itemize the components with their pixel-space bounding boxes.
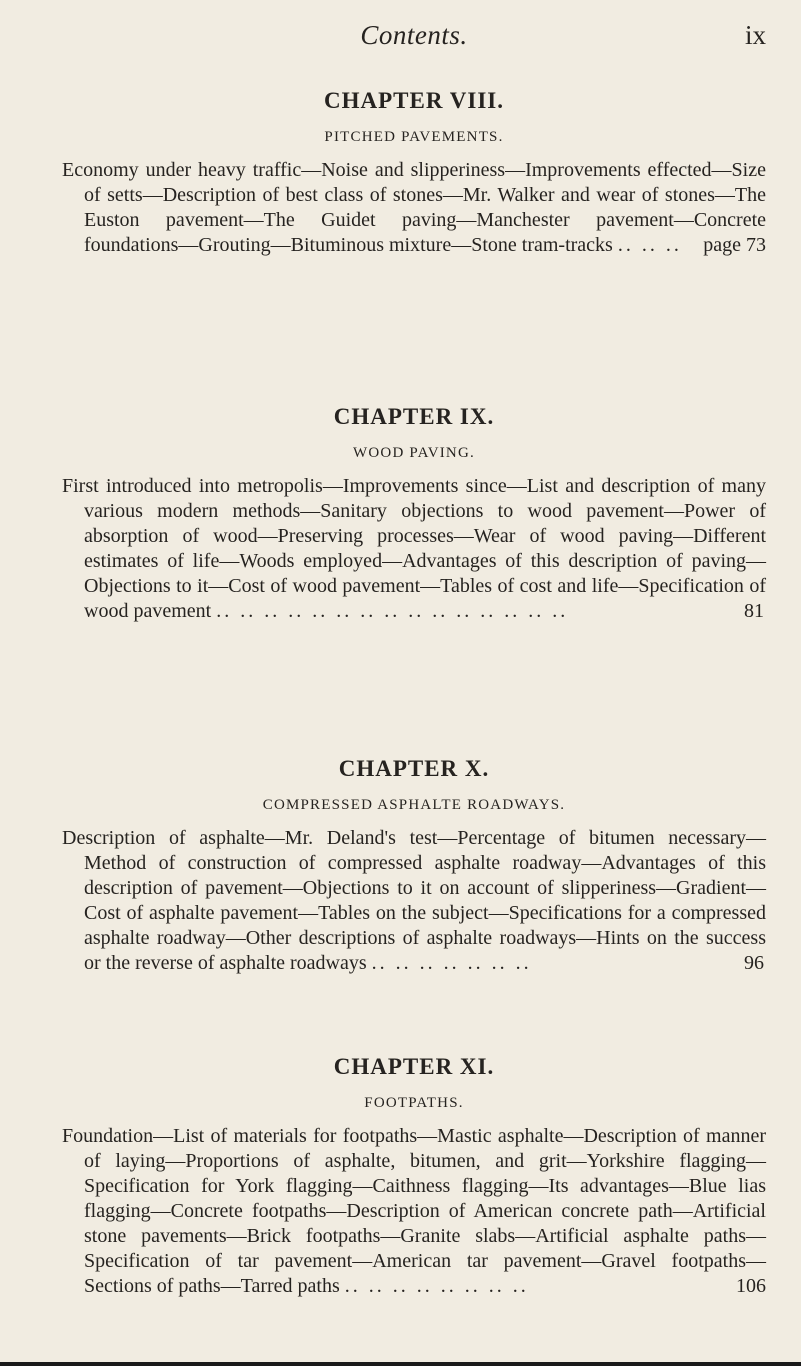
dot-leader: .. .. .. .. .. .. .. .. (344, 1275, 529, 1297)
chapter-summary (62, 1124, 766, 1299)
scan-edge-rule (0, 1362, 801, 1366)
chapter-heading: CHAPTER X. (338, 756, 490, 781)
chapter-subtitle: PITCHED PAVEMENTS. (324, 129, 504, 145)
dot-leader: .. .. .. .. .. .. .. (371, 952, 532, 974)
chapter-viii (62, 86, 766, 258)
page-reference: 106 (736, 1275, 766, 1297)
chapter-heading: CHAPTER XI. (333, 1054, 495, 1079)
chapter-heading: CHAPTER VIII. (324, 88, 504, 113)
chapter-summary (62, 158, 766, 258)
chapter-summary: First introduced into metropolis—Improvements since—List and description of many various modern methods—Sanitary objections to wood pavement—Power of absorption of wood—Preserving processes—Wear of wood paving—Different estimates of life—Woods employed—Advantages of this description of paving—Objections to it—Cost of wood pavement—Tables of cost and life—Specification of wood pavement .. .. .. .. .. .. .. .. .. .. .. .. .. .. .. 81 (62, 475, 766, 622)
chapter-subtitle: COMPRESSED ASPHALTE ROADWAYS. (262, 797, 566, 813)
dot-leader: .. .. .. (617, 234, 682, 256)
summary-text: Foundation—List of materials for footpaths—Mastic asphalte—Description of manner of laying—Proportions of asphalte, bitumen, and grit—Yorkshire flagging—Specification for York flagging—Caithness flagging—Its advantages—Blue lias flagging—Concrete footpaths—Description of American concrete path—Artificial stone pavements—Brick footpaths—Granite slabs—Artificial asphalte paths—Specification of tar pavement—American tar pavement—Gravel footpaths—Sections of paths—Tarred paths (62, 1125, 766, 1297)
chapter-subtitle: WOOD PAVING. (353, 445, 475, 461)
running-head (62, 18, 766, 54)
summary-text: First introduced into metropolis—Improvements since—List and description of many various modern methods—Sanitary objections to wood pavement—Power of absorption of wood—Preserving processes—Wear of wood paving—Different estimates of life—Woods employed—Advantages of this description of paving—Objections to it—Cost of wood pavement—Tables of cost and life—Specification of wood pavement (62, 475, 766, 622)
chapter-summary: Description of asphalte—Mr. Deland's test—Percentage of bitumen necessary—Method of construction of compressed asphalte roadway—Advantages of this description of pavement—Objections to it on account of slipperiness—Gradient—Cost of asphalte pavement—Tables on the subject—Specifications for a compressed asphalte roadway—Other descriptions of asphalte roadways—Hints on the success or the reverse of asphalte roadways .. .. .. .. .. .. .. 96 (62, 827, 766, 974)
running-title: Contents. (360, 20, 468, 50)
dot-leader: .. .. .. .. .. .. .. .. .. .. .. .. .. .. .. (216, 600, 569, 622)
chapter-subtitle: FOOTPATHS. (364, 1095, 464, 1111)
page-reference: page 73 (703, 234, 766, 256)
summary-text: Economy under heavy traffic—Noise and slipperiness—Improvements effected—Size of setts—Description of best class of stones—Mr. Walker and wear of stones—The Euston pavement—The Guidet paving—Manchester pavement—Concrete foundations—Grouting—Bituminous mixture—Stone tram-tracks (62, 159, 766, 256)
chapter-heading: CHAPTER IX. (333, 404, 495, 429)
chapter-xi (62, 1052, 766, 1299)
page-number: ix (744, 20, 766, 50)
chapter-x (62, 754, 766, 976)
summary-text: Description of asphalte—Mr. Deland's test—Percentage of bitumen necessary—Method of construction of compressed asphalte roadway—Advantages of this description of pavement—Objections to it on account of slipperiness—Gradient—Cost of asphalte pavement—Tables on the subject—Specifications for a compressed asphalte roadway—Other descriptions of asphalte roadways—Hints on the success or the reverse of asphalte roadways (62, 827, 766, 974)
chapter-ix (62, 402, 766, 624)
